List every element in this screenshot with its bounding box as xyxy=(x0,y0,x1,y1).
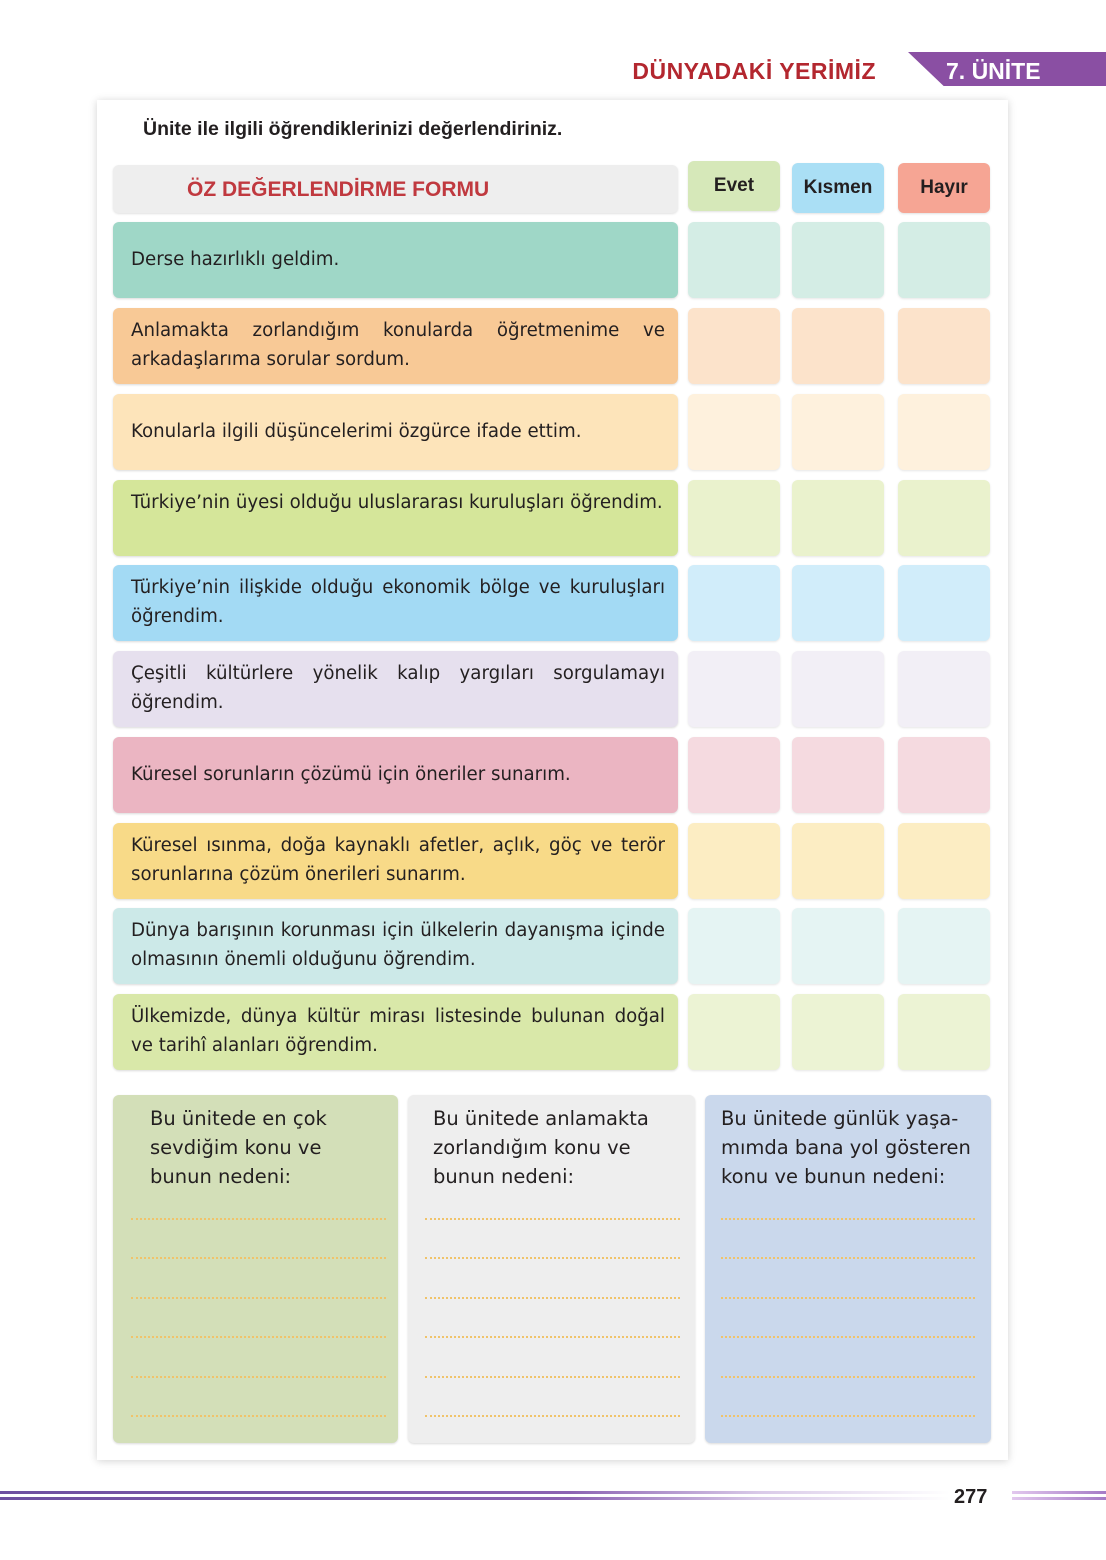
answer-cell-evet[interactable] xyxy=(688,480,780,556)
writing-line[interactable] xyxy=(721,1218,975,1220)
footer-line-right xyxy=(1012,1497,1106,1500)
form-row-statement: Küresel ısınma, doğa kaynaklı afetler, açlık, göç ve terör sorunlarına çözüm önerileri sunarım. xyxy=(131,835,665,885)
writing-line[interactable] xyxy=(425,1336,680,1338)
answer-cell-kismen[interactable] xyxy=(792,222,884,298)
answer-cell-kismen[interactable] xyxy=(792,994,884,1070)
answer-cell-kismen[interactable] xyxy=(792,565,884,641)
answer-cell-evet[interactable] xyxy=(688,394,780,470)
writing-line[interactable] xyxy=(721,1257,975,1259)
answer-cell-kismen[interactable] xyxy=(792,737,884,813)
instruction-text: Ünite ile ilgili öğrendiklerinizi değerlendiriniz. xyxy=(143,118,563,140)
answer-cell-hayir[interactable] xyxy=(898,994,990,1070)
footer-line xyxy=(0,1491,950,1494)
answer-cell-hayir[interactable] xyxy=(898,308,990,384)
unit-label: 7. ÜNİTE xyxy=(946,58,1041,84)
form-row-statement: Çeşitli kültürlere yönelik kalıp yargıları sorgulamayı öğrendim. xyxy=(131,663,665,713)
reflection-prompt-difficult: Bu ünitede anlamakta zorlandığım konu ve bunun nedeni: xyxy=(433,1107,649,1188)
answer-cell-hayir[interactable] xyxy=(898,651,990,727)
writing-line[interactable] xyxy=(131,1218,386,1220)
answer-cell-evet[interactable] xyxy=(688,823,780,899)
footer-line xyxy=(0,1497,950,1500)
column-label-hayir: Hayır xyxy=(920,177,968,198)
form-row-statement: Küresel sorunların çözümü için öneriler sunarım. xyxy=(131,764,571,785)
form-title: ÖZ DEĞERLENDİRME FORMU xyxy=(187,178,490,201)
answer-cell-evet[interactable] xyxy=(688,308,780,384)
answer-cell-kismen[interactable] xyxy=(792,908,884,984)
answer-cell-kismen[interactable] xyxy=(792,394,884,470)
answer-cell-hayir[interactable] xyxy=(898,908,990,984)
answer-cell-evet[interactable] xyxy=(688,908,780,984)
answer-cell-kismen[interactable] xyxy=(792,651,884,727)
unit-title: DÜNYADAKİ YERİMİZ xyxy=(632,58,876,84)
writing-line[interactable] xyxy=(721,1376,975,1378)
form-row-statement: Derse hazırlıklı geldim. xyxy=(131,249,340,270)
answer-cell-kismen[interactable] xyxy=(792,823,884,899)
answer-cell-evet[interactable] xyxy=(688,737,780,813)
writing-line[interactable] xyxy=(721,1415,975,1417)
form-row-statement: Dünya barışının korunması için ülkelerin dayanışma içinde olmasının önemli olduğunu öğrendim. xyxy=(131,920,665,970)
answer-cell-hayir[interactable] xyxy=(898,565,990,641)
writing-line[interactable] xyxy=(131,1336,386,1338)
writing-line[interactable] xyxy=(425,1257,680,1259)
page-number: 277 xyxy=(954,1486,988,1508)
writing-line[interactable] xyxy=(721,1336,975,1338)
writing-line[interactable] xyxy=(721,1297,975,1299)
writing-line[interactable] xyxy=(425,1415,680,1417)
writing-line[interactable] xyxy=(131,1415,386,1417)
answer-cell-evet[interactable] xyxy=(688,565,780,641)
answer-cell-hayir[interactable] xyxy=(898,823,990,899)
answer-cell-evet[interactable] xyxy=(688,994,780,1070)
form-row-statement: Türkiye’nin ilişkide olduğu ekonomik bölge ve kuruluşları öğrendim. xyxy=(131,577,665,627)
form-row-statement: Konularla ilgili düşüncelerimi özgürce ifade ettim. xyxy=(131,421,582,442)
column-label-evet: Evet xyxy=(713,175,755,196)
answer-cell-hayir[interactable] xyxy=(898,480,990,556)
form-row-statement: Ülkemizde, dünya kültür mirası listesinde bulunan doğal ve tarihî alanları öğrendim. xyxy=(131,1006,665,1056)
writing-line[interactable] xyxy=(425,1297,680,1299)
reflection-prompt-daily-life: Bu ünitede günlük yaşamımda bana yol gösteren konu ve bunun nedeni: xyxy=(721,1107,971,1188)
answer-cell-kismen[interactable] xyxy=(792,480,884,556)
form-row-statement: Türkiye’nin üyesi olduğu uluslararası kuruluşları öğrendim. xyxy=(131,492,663,513)
writing-line[interactable] xyxy=(131,1257,386,1259)
writing-line[interactable] xyxy=(131,1297,386,1299)
answer-cell-hayir[interactable] xyxy=(898,737,990,813)
answer-cell-evet[interactable] xyxy=(688,222,780,298)
writing-line[interactable] xyxy=(425,1218,680,1220)
answer-cell-kismen[interactable] xyxy=(792,308,884,384)
form-row-statement: Anlamakta zorlandığım konularda öğretmenime ve arkadaşlarıma sorular sordum. xyxy=(131,320,665,370)
reflection-prompt-favorite: Bu ünitede en çok sevdiğim konu ve bunun nedeni: xyxy=(150,1107,327,1188)
answer-cell-evet[interactable] xyxy=(688,651,780,727)
writing-line[interactable] xyxy=(425,1376,680,1378)
column-label-kismen: Kısmen xyxy=(803,177,873,198)
footer-line-right xyxy=(1012,1491,1106,1494)
answer-cell-hayir[interactable] xyxy=(898,394,990,470)
answer-cell-hayir[interactable] xyxy=(898,222,990,298)
writing-line[interactable] xyxy=(131,1376,386,1378)
